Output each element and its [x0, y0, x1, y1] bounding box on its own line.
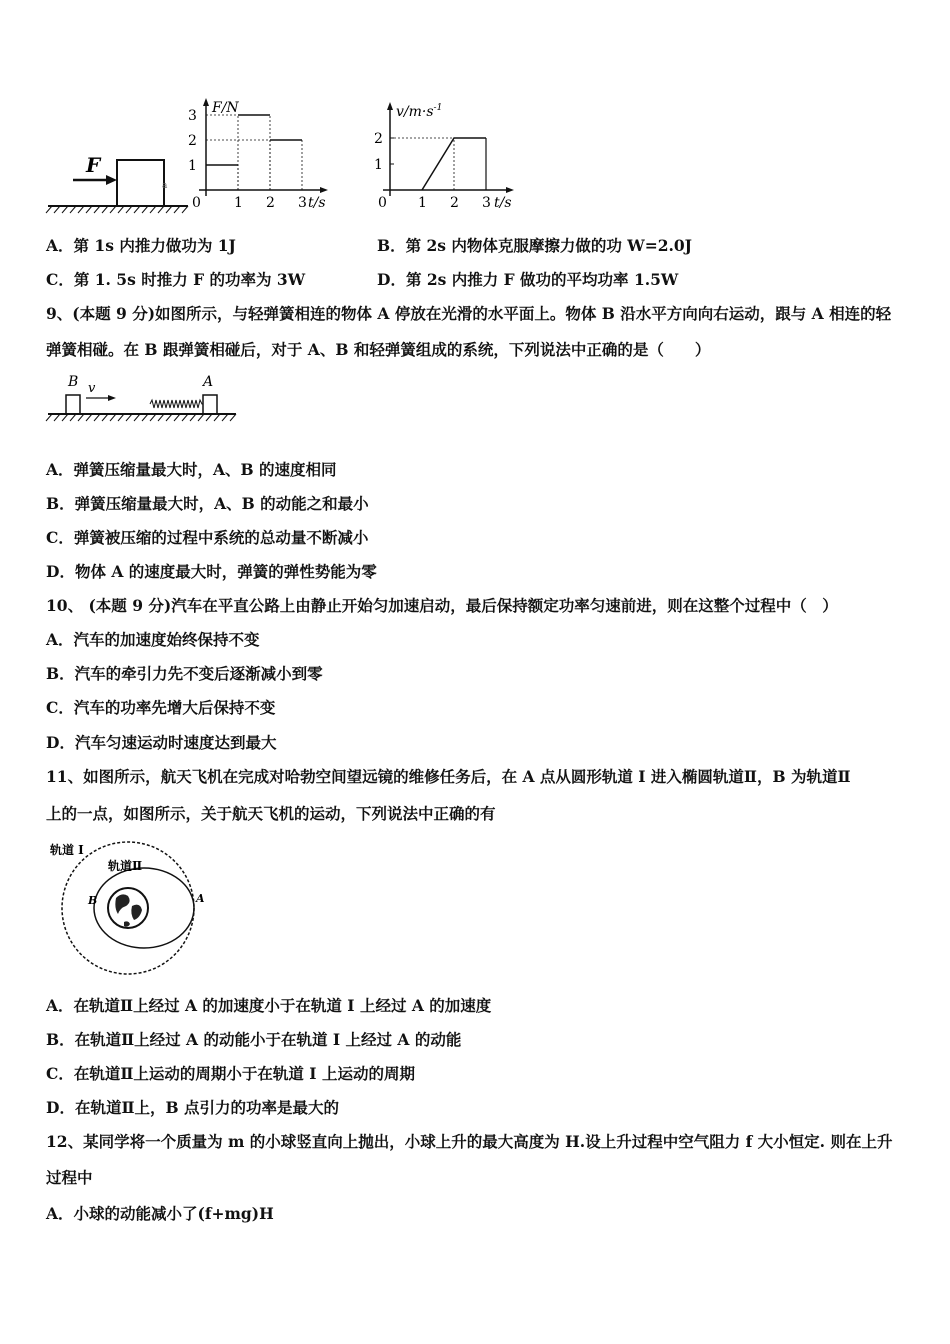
point-b-label: B: [88, 894, 98, 907]
q10-option-b: B．汽车的牵引力先不变后逐渐减小到零: [46, 664, 323, 683]
q9-option-b: B．弹簧压缩量最大时，A、B 的动能之和最小: [46, 494, 369, 513]
v-x-tick-label: 3: [482, 195, 491, 211]
q9-stem: 9、(本题 9 分)如图所示，与轻弹簧相连的物体 A 停放在光滑的水平面上。物体 B 沿水平方向向右运动，跟与 A 相连的轻弹簧相碰。在 B 跟弹簧相碰后，对于 A、B 和轻弹簧组成的系统，下列说法中正确的是（ ）: [46, 304, 892, 359]
block-b: [66, 395, 80, 414]
q8-option-c: C．第 1. 5s 时推力 F 的功率为 3W: [46, 270, 306, 289]
v-y-tick-label: 1: [374, 157, 383, 173]
velocity-time-graph: [374, 102, 514, 211]
q11-stem-line2: 上的一点，如图所示，关于航天飞机的运动，下列说法中正确的有: [46, 804, 496, 823]
block: [117, 160, 164, 206]
svg-text:a: a: [162, 181, 168, 191]
fn-x-tick-label: 2: [266, 195, 275, 211]
spring: [150, 400, 203, 408]
label-v: v: [88, 381, 96, 396]
fn-axis-label: F/N: [212, 100, 239, 116]
q8-option-b: B．第 2s 内物体克服摩擦力做的功 W=2.0J: [377, 236, 692, 255]
q8-option-d: D．第 2s 内推力 F 做功的平均功率 1.5W: [377, 270, 679, 289]
q10-option-d: D．汽车匀速运动时速度达到最大: [46, 733, 277, 752]
force-time-graph: [188, 98, 328, 211]
q9-option-c: C．弹簧被压缩的过程中系统的总动量不断减小: [46, 528, 369, 547]
force-label: F: [86, 153, 101, 177]
v-y-tick-label: 2: [374, 131, 383, 147]
q9-option-a: A．弹簧压缩量最大时，A、B 的速度相同: [46, 460, 337, 479]
q9-option-d: D．物体 A 的速度最大时，弹簧的弹性势能为零: [46, 562, 377, 581]
v-t-label: t/s: [494, 195, 512, 211]
q10-stem: 10、 (本题 9 分)汽车在平直公路上由静止开始匀加速启动，最后保持额定功率匀速前进，则在这整个过程中（ ）: [46, 596, 838, 615]
q8-option-a: A．第 1s 内推力做功为 1J: [46, 236, 236, 255]
q8-figure: [40, 92, 540, 222]
q11-figure: [46, 836, 216, 986]
fn-x-tick-label: 3: [298, 195, 307, 211]
label-a: A: [203, 374, 214, 390]
v-x-tick-label: 2: [450, 195, 459, 211]
fn-y-tick-label: 2: [188, 133, 197, 149]
v-axis-label: $v/m\cdot s^{-1}$: [396, 103, 443, 120]
orbit-1-label: 轨道 I: [50, 843, 84, 857]
q12-stem: 12、某同学将一个质量为 m 的小球竖直向上抛出，小球上升的最大高度为 H.设上升过程中空气阻力 f 大小恒定. 则在上升过程中: [46, 1132, 893, 1187]
q11-option-b: B．在轨道Ⅱ上经过 A 的动能小于在轨道 I 上经过 A 的动能: [46, 1030, 462, 1049]
block-diagram: [46, 153, 188, 213]
v-x-tick-label: 0: [378, 195, 387, 211]
q11-option-a: A．在轨道Ⅱ上经过 A 的加速度小于在轨道 I 上经过 A 的加速度: [46, 996, 492, 1015]
q10-option-a: A．汽车的加速度始终保持不变: [46, 630, 260, 649]
orbit-2-label: 轨道Ⅱ: [108, 859, 143, 873]
block-a: [203, 395, 217, 414]
fn-x-tick-label: 1: [234, 195, 243, 211]
q11-option-c: C．在轨道Ⅱ上运动的周期小于在轨道 I 上运动的周期: [46, 1064, 415, 1083]
point-a-label: A: [196, 892, 205, 905]
fn-y-tick-label: 1: [188, 158, 197, 174]
q9-figure: [44, 370, 244, 430]
q10-option-c: C．汽车的功率先增大后保持不变: [46, 698, 276, 717]
label-b: B: [68, 374, 79, 390]
fn-t-label: t/s: [308, 195, 326, 211]
q12-option-a: A．小球的动能减小了(f+mg)H: [46, 1204, 274, 1223]
q11-option-d: D．在轨道Ⅱ上，B 点引力的功率是最大的: [46, 1098, 340, 1117]
q11-stem-line1: 11、如图所示，航天飞机在完成对哈勃空间望远镜的维修任务后，在 A 点从圆形轨道 I 进入椭圆轨道Ⅱ，B 为轨道Ⅱ: [46, 767, 851, 786]
v-x-tick-label: 1: [418, 195, 427, 211]
fn-x-tick-label: 0: [192, 195, 201, 211]
fn-y-tick-label: 3: [188, 108, 197, 124]
